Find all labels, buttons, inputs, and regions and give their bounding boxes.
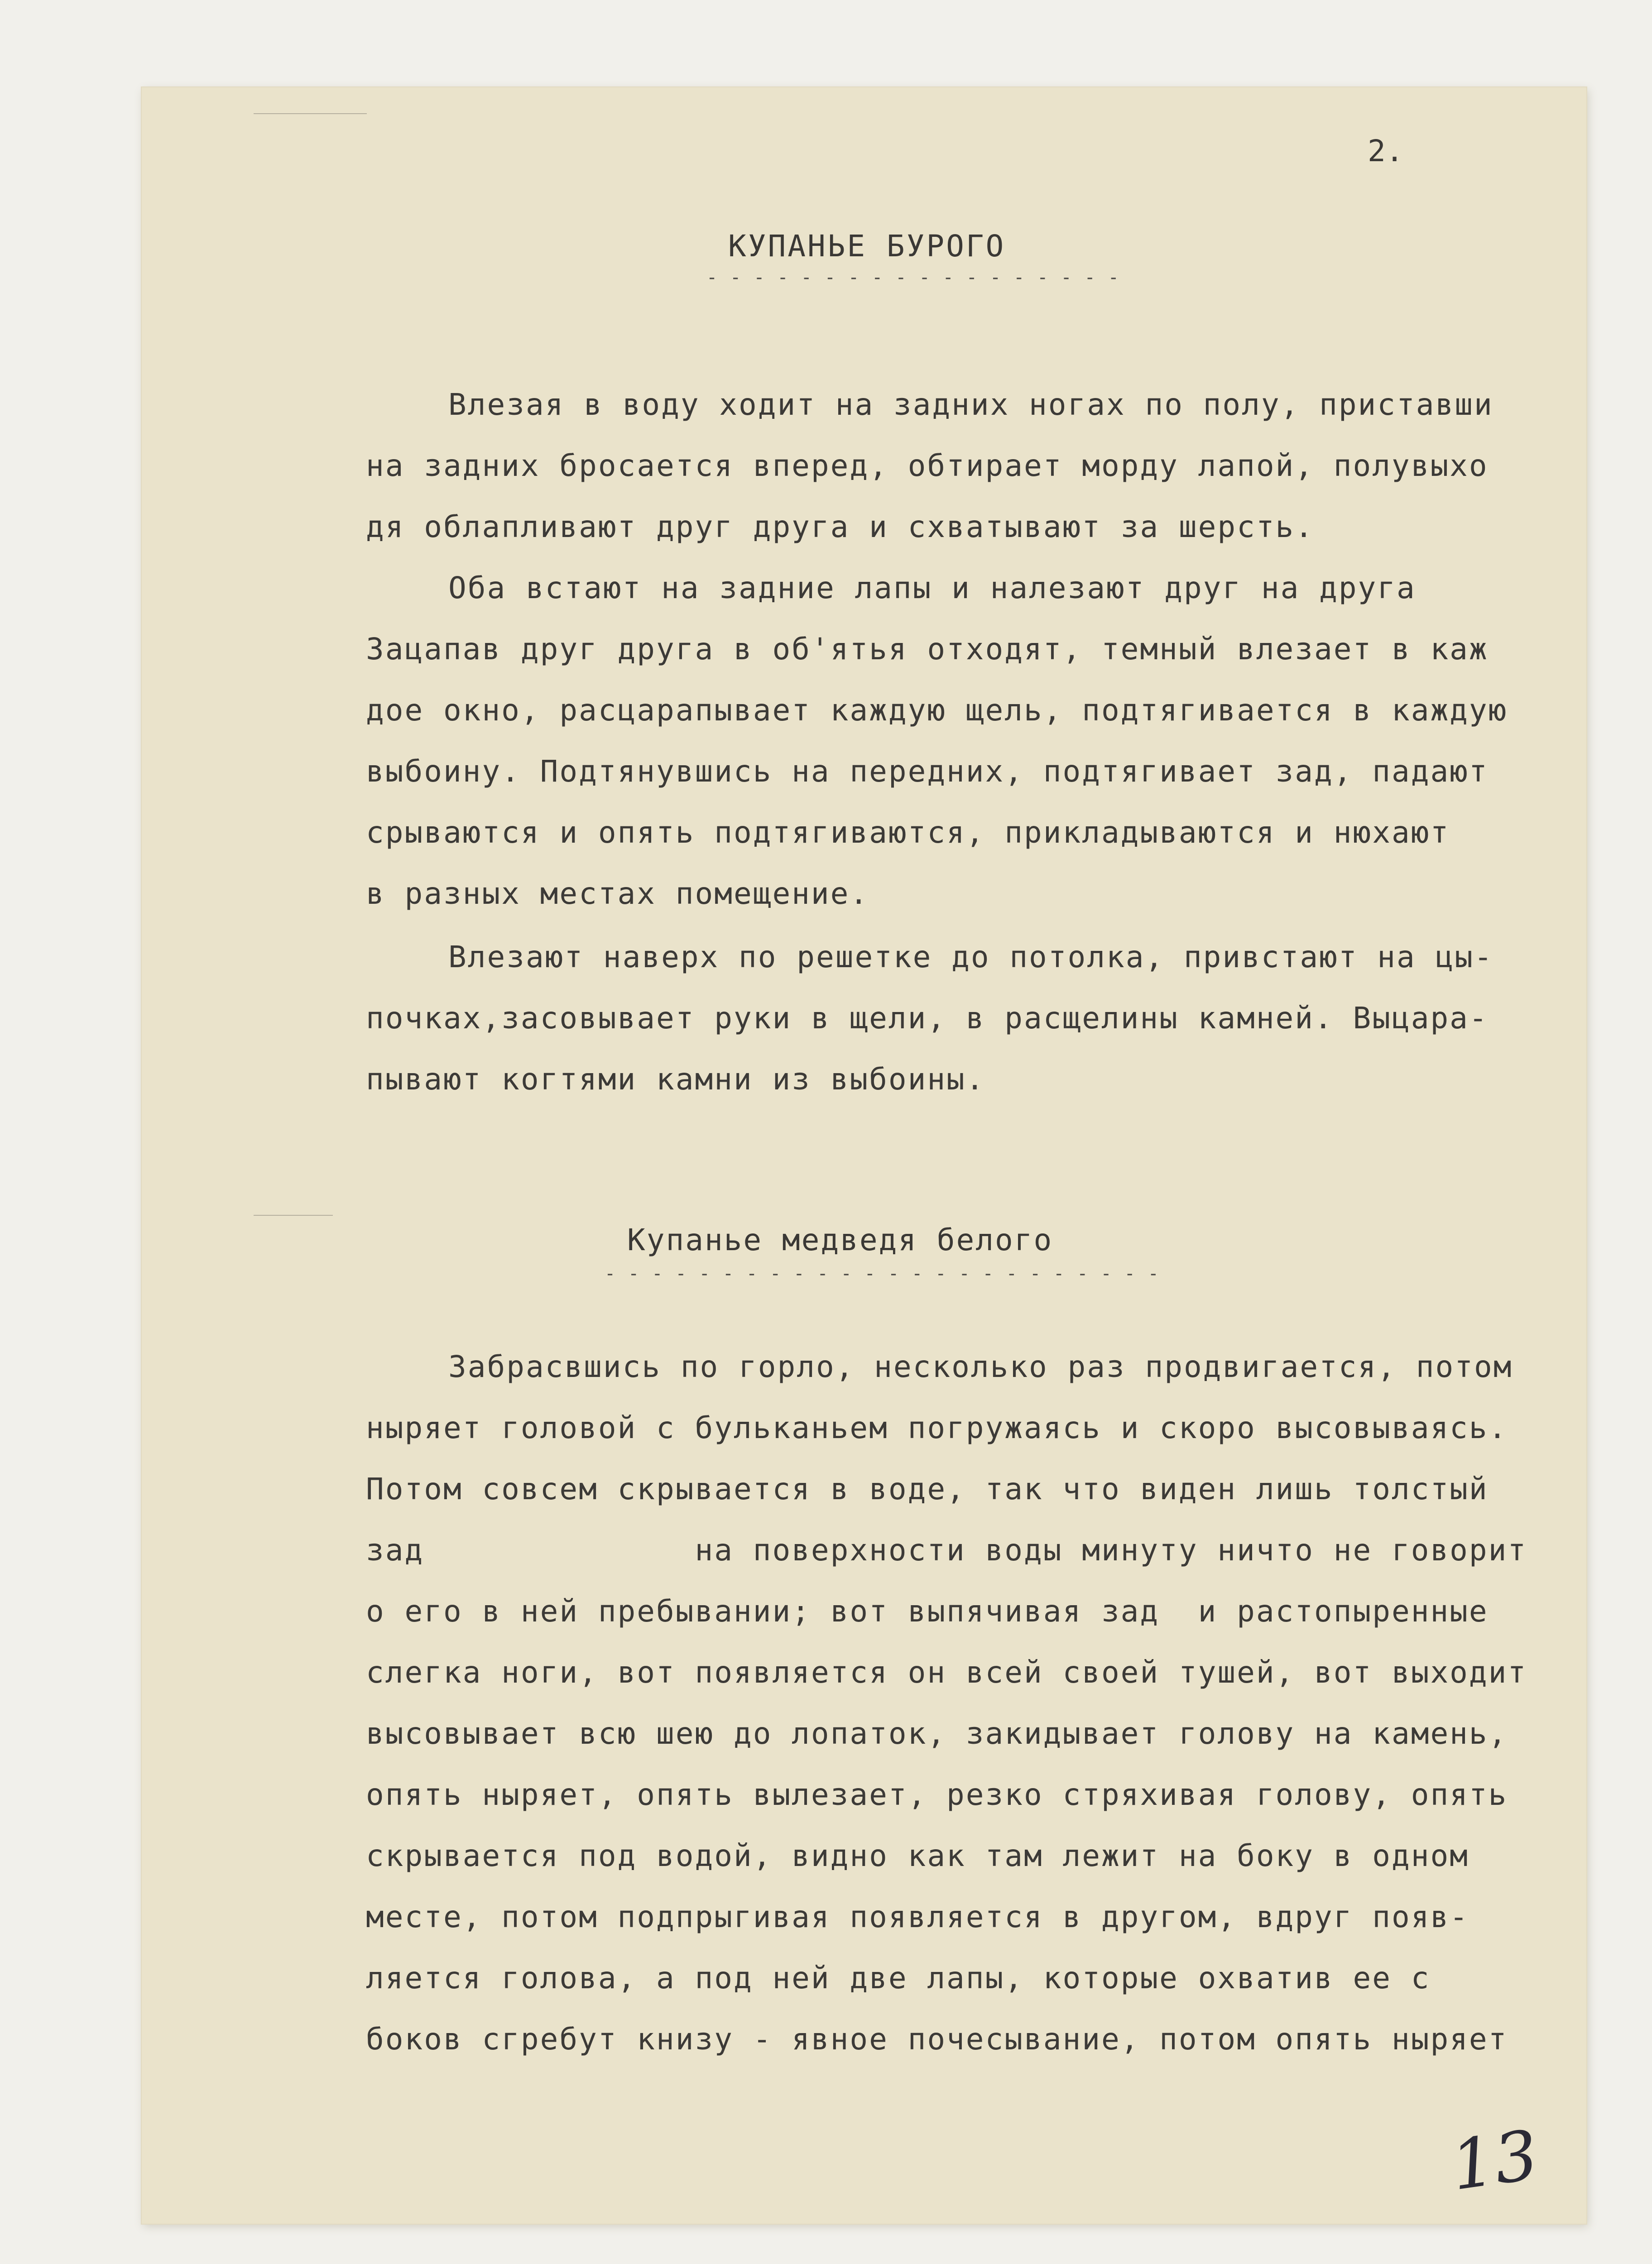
text-line: Влезают наверх по решетке до потолка, привстают на цы-	[448, 940, 1494, 974]
text-line: срываются и опять подтягиваются, прикладываются и нюхают	[366, 815, 1450, 850]
text-line: Потом совсем скрывается в воде, так что виден лишь толстый	[366, 1472, 1489, 1506]
archive-folio-number: 13	[1446, 2115, 1543, 2206]
text-line: Забрасвшись по горло, несколько раз продвигается, потом	[448, 1349, 1513, 1384]
title-underline-polar-bear: - - - - - - - - - - - - - - - - - - - - - - - -	[605, 1263, 1160, 1284]
text-line: дое окно, расцарапывает каждую щель, подтягивается в каждую	[366, 693, 1508, 728]
margin-mark-middle	[254, 1215, 333, 1216]
text-line: выбоину. Подтянувшись на передних, подтягивает зад, падают	[366, 754, 1489, 789]
text-line: Влезая в воду ходит на задних ногах по полу, приставши	[448, 387, 1494, 422]
text-line: о его в ней пребывании; вот выпячивая зад и растопыренные	[366, 1594, 1489, 1629]
text-line: ныряет головой с бульканьем погружаясь и скоро высовываясь.	[366, 1410, 1508, 1445]
section-title-polar-bear: Купанье медведя белого	[627, 1223, 1053, 1257]
text-line: опять ныряет, опять вылезает, резко стряхивая голову, опять	[366, 1777, 1508, 1812]
text-line: высовывает всю шею до лопаток, закидывает голову на камень,	[366, 1716, 1508, 1751]
text-line: почках,засовывает руки в щели, в расщелины камней. Выцара-	[366, 1001, 1489, 1036]
title-underline-brown-bear: - - - - - - - - - - - - - - - - - -	[706, 267, 1120, 288]
margin-mark-top	[254, 113, 367, 114]
text-line: зад на поверхности воды минуту ничто не говорит	[366, 1533, 1527, 1568]
text-line: слегка ноги, вот появляется он всей своей тушей, вот выходит	[366, 1655, 1527, 1690]
text-line: скрывается под водой, видно как там лежит на боку в одном	[366, 1838, 1469, 1873]
text-line: ляется голова, а под ней две лапы, которые охватив ее с	[366, 1961, 1431, 1995]
text-line: в разных местах помещение.	[366, 876, 869, 911]
text-line: месте, потом подпрыгивая появляется в другом, вдруг появ-	[366, 1899, 1469, 1934]
text-line: на задних бросается вперед, обтирает морду лапой, полувыхо	[366, 448, 1489, 483]
page-number: 2.	[1368, 134, 1404, 168]
text-line: боков сгребут книзу - явное почесывание, потом опять ныряет	[366, 2022, 1508, 2057]
section-title-brown-bear: КУПАНЬЕ БУРОГО	[728, 229, 1006, 264]
text-line: Зацапав друг друга в об'ятья отходят, темный влезает в каж	[366, 632, 1489, 667]
text-line: пывают когтями камни из выбоины.	[366, 1062, 985, 1097]
text-line: Оба встают на задние лапы и налезают друг на друга	[448, 571, 1416, 605]
text-line: дя облапливают друг друга и схватывают за шерсть.	[366, 509, 1315, 544]
